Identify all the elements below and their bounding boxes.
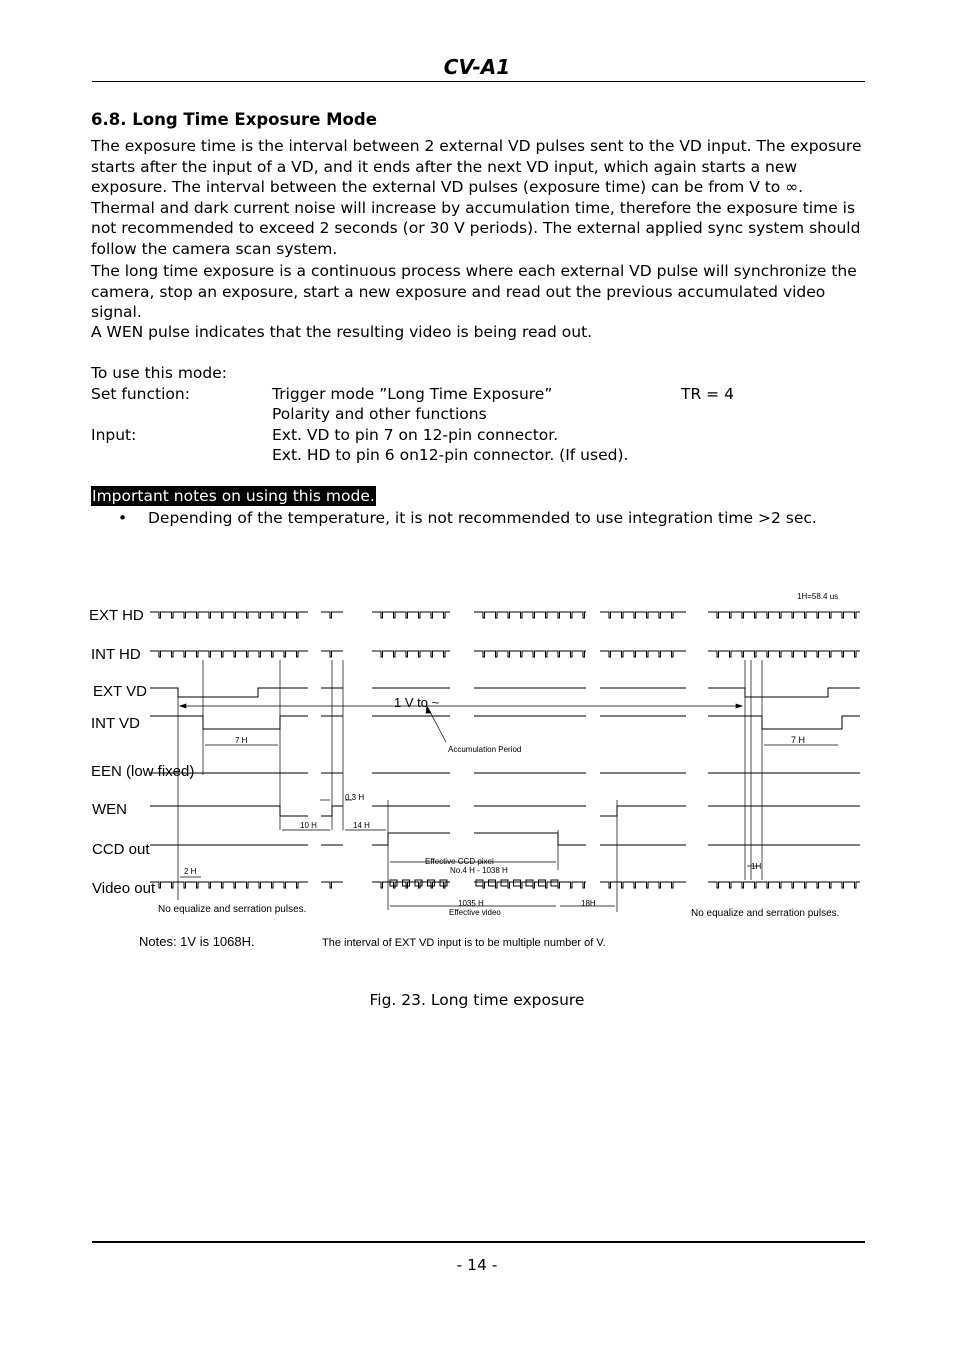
set-function-label: Set function: [91,384,190,403]
ext-vd-waveform [150,688,860,697]
usage-intro: To use this mode: [91,364,227,382]
set-function-code: TR = 4 [681,384,734,403]
hd-pulse-trains [150,612,860,657]
dimension-arrows [180,704,838,906]
int-vd-waveform [150,716,860,729]
video-out-active-block [489,880,496,886]
label-effective-video-h: 1035 H [458,899,484,908]
label-int-vd-width-left: 7 H [235,736,248,745]
label-notes-interval: The interval of EXT VD input is to be multiple number of V. [322,937,606,949]
signal-label-een: EEN (low fixed) [91,763,195,780]
ext-hd-pulse-segment [600,612,686,618]
int-hd-pulse-segment [321,651,343,657]
label-gap-18h: 18H [581,899,596,908]
bullet-marker: • [118,509,128,527]
video-out-active-block [501,880,508,886]
label-no-equalize-left: No equalize and serration pulses. [158,904,307,915]
video-out-sync-segment [600,882,686,888]
video-out-waveform [150,880,860,888]
input-label: Input: [91,425,137,444]
ext-hd-pulse-segment [372,612,450,618]
video-out-sync-segment [150,882,308,888]
wen-waveform [150,806,860,816]
document-header-title: CV-A1 [443,55,511,79]
video-out-active-block [476,880,483,886]
paragraph-wen-pulse: A WEN pulse indicates that the resulting video is being read out. [91,323,593,341]
input-value-hd: Ext. HD to pin 6 on12-pin connector. (If used). [272,446,629,465]
important-notes-heading: Important notes on using this mode. [92,487,375,505]
figure-caption: Fig. 23. Long time exposure [369,991,585,1009]
video-out-active-block [526,880,533,886]
set-function-value: Trigger mode ”Long Time Exposure” [272,384,553,403]
ccd-out-waveform [150,833,860,845]
label-gap-10h: 10 H [300,821,317,830]
bullet-text: Depending of the temperature, it is not recommended to use integration time >2 sec. [148,509,817,527]
ext-hd-pulse-segment [321,612,343,618]
label-effective-pixel: Effective CCD pixel [425,857,494,866]
label-gap-2h: 2 H [184,867,197,876]
label-effective-video: Effective video [449,908,501,917]
label-wen-delay: 0.3 H [345,793,365,802]
signal-label-ext-hd: EXT HD [89,607,144,624]
signal-label-wen: WEN [92,801,127,818]
int-hd-pulse-segment [708,651,860,657]
ext-hd-pulse-segment [150,612,308,618]
signal-label-ext-vd: EXT VD [93,683,147,700]
signal-label-int-vd: INT VD [91,715,140,732]
video-out-sync-segment [372,882,450,888]
video-out-active-block [514,880,521,886]
label-h-period: 1H=58.4 us [797,592,839,601]
signal-label-ccd-out: CCD out [92,841,150,858]
label-accumulation-period: Accumulation Period [448,745,522,754]
label-gap-14h: 14 H [353,821,370,830]
int-hd-pulse-segment [372,651,450,657]
label-notes-1v: Notes: 1V is 1068H. [139,934,255,949]
set-function-extra: Polarity and other functions [272,405,487,424]
video-out-sync-segment [321,882,343,888]
paragraph-exposure-time: The exposure time is the interval between 2 external VD pulses sent to the VD input. The exposure starts after the input of a VD, and it ends after the next VD input, which again starts a new exposure. The interval between the external VD pulses (exposure time) can be from V to ∞. Thermal and dark current noise will increase by accumulation time, therefore the exposure time is not recommended to exceed 2 seconds (or 30 V periods). The external applied sync system should follow the camera scan system. [91,137,862,258]
label-gap-1h: 1H [751,862,762,871]
signal-label-video-out: Video out [92,880,156,897]
input-value-vd: Ext. VD to pin 7 on 12-pin connector. [272,425,559,444]
label-int-vd-width-right: 7 H [791,735,806,745]
video-out-active-block [551,880,558,886]
video-out-active-block [539,880,546,886]
video-out-sync-segment [474,882,586,888]
signal-label-int-hd: INT HD [91,646,141,663]
footer-rule [92,1241,865,1243]
section-title: 6.8. Long Time Exposure Mode [91,110,377,129]
label-no-equalize-right: No equalize and serration pulses. [691,908,840,919]
int-hd-pulse-segment [600,651,686,657]
ext-hd-pulse-segment [474,612,586,618]
label-interval: 1 V to ~ [394,695,440,710]
label-pixel-range: No.4 H - 1038 H [450,866,508,875]
page-number: - 14 - [456,1256,498,1274]
paragraph-continuous-process: The long time exposure is a continuous process where each external VD pulse will synchronize the camera, stop an exposure, start a new exposure and read out the previous accumulated video signal. [91,262,857,322]
video-out-sync-segment [708,882,860,888]
ext-hd-pulse-segment [708,612,860,618]
int-hd-pulse-segment [474,651,586,657]
int-hd-pulse-segment [150,651,308,657]
